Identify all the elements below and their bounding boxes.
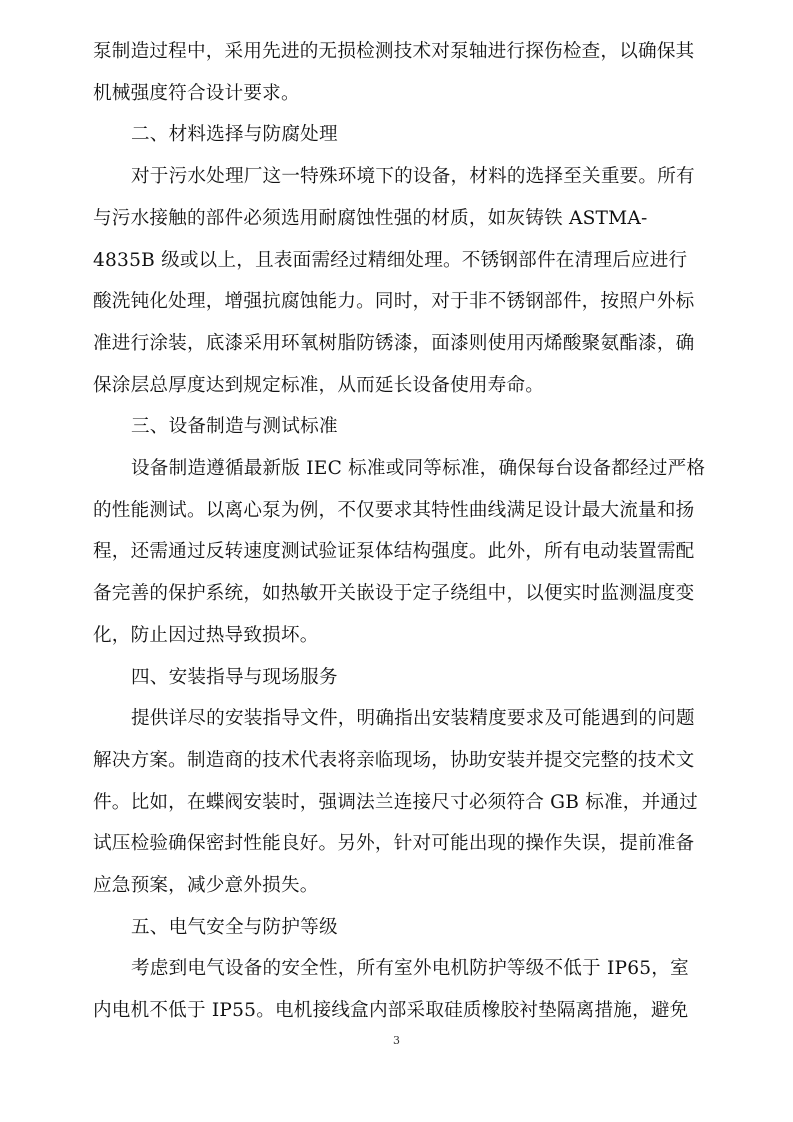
text-line: 与污水接触的部件必须选用耐腐蚀性强的材质，如灰铸铁 ASTMA- (93, 207, 648, 229)
text-line: 备完善的保护系统，如热敏开关嵌设于定子绕组中，以便实时监测温度变 (93, 583, 695, 605)
text-line: 设备制造遵循最新版 IEC 标准或同等标准，确保每台设备都经过严格 (131, 458, 706, 479)
text-line: 的性能测试。以离心泵为例，不仅要求其特性曲线满足设计最大流量和扬 (93, 499, 695, 521)
text-line: 酸洗钝化处理，增强抗腐蚀能力。同时，对于非不锈钢部件，按照户外标 (93, 291, 695, 313)
heading-text: 三、设备制造与测试标准 (131, 416, 338, 438)
text-line: 程，还需通过反转速度测试验证泵体结构强度。此外，所有电动装置需配 (93, 541, 695, 563)
text-line: 提供详尽的安装指导文件，明确指出安装精度要求及可能遇到的问题 (131, 708, 695, 730)
text-line: 对于污水处理厂这一特殊环境下的设备，材料的选择至关重要。所有 (131, 166, 695, 188)
text-line: 件。比如，在蝶阀安装时，强调法兰连接尺寸必须符合 GB 标准，并通过 (93, 791, 698, 813)
text-line: 4835B 级或以上，且表面需经过精细处理。不锈钢部件在清理后应进行 (93, 249, 688, 271)
text-line: 试压检验确保密封性能良好。另外，针对可能出现的操作失误，提前准备 (93, 833, 695, 855)
text-line: 机械强度符合设计要求。 (93, 82, 300, 104)
text-line: 保涂层总厚度达到规定标准，从而延长设备使用寿命。 (93, 374, 545, 396)
text-line: 应急预案，减少意外损失。 (93, 875, 319, 896)
text-line: 准进行涂装，底漆采用环氧树脂防锈漆，面漆则使用丙烯酸聚氨酯漆，确 (93, 332, 695, 354)
heading-text: 五、电气安全与防护等级 (131, 916, 338, 938)
heading-text: 四、安装指导与现场服务 (131, 666, 338, 688)
text-line: 解决方案。制造商的技术代表将亲临现场，协助安装并提交完整的技术文 (93, 749, 695, 771)
text-line: 内电机不低于 IP55。电机接线盒内部采取硅质橡胶衬垫隔离措施，避免 (93, 1000, 689, 1022)
text-line: 泵制造过程中，采用先进的无损检测技术对泵轴进行探伤检查，以确保其 (93, 41, 695, 62)
text-line: 化，防止因过热导致损坏。 (93, 624, 319, 646)
heading-text: 二、材料选择与防腐处理 (131, 124, 338, 146)
page-number: 3 (393, 1034, 400, 1047)
text-line: 考虑到电气设备的安全性，所有室外电机防护等级不低于 IP65，室 (131, 958, 689, 980)
